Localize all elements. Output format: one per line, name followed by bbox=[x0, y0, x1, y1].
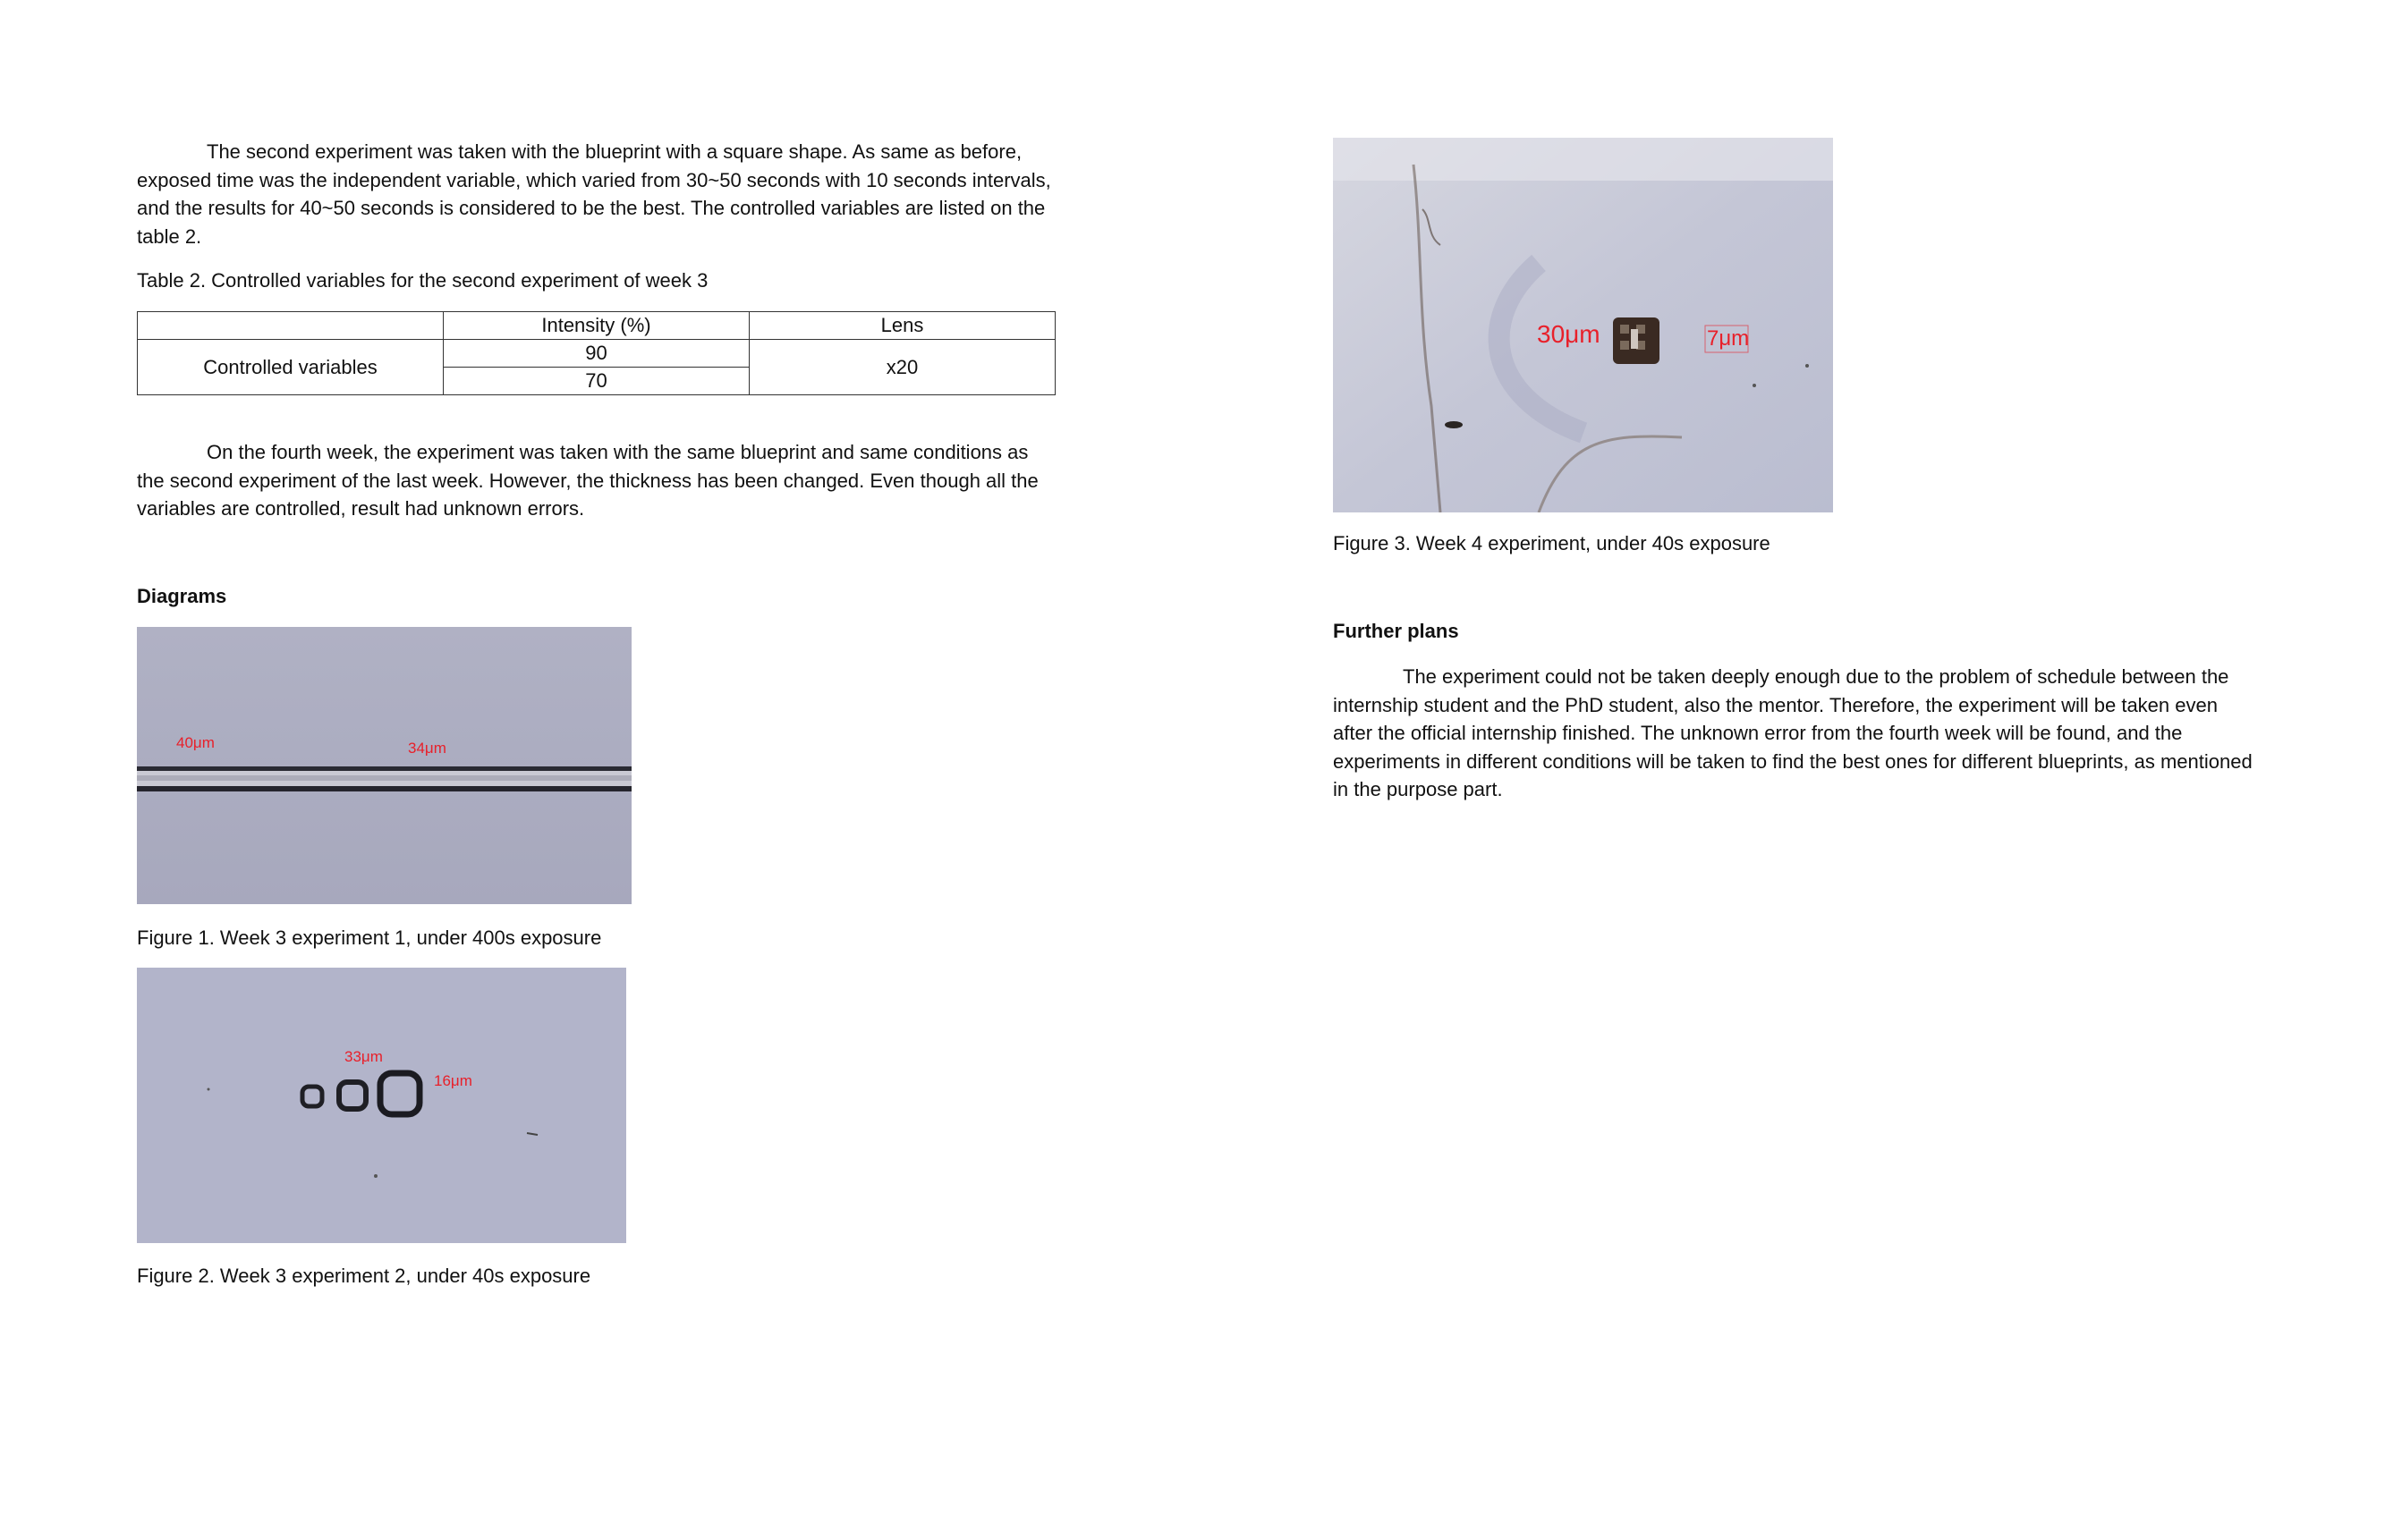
figure-3-label-size: 7μm bbox=[1707, 326, 1750, 351]
paragraph-fourth-week: On the fourth week, the experiment was taken with the same blueprint and same conditions as the second experiment of the last week. However, the thickness has been changed. Even though all the variables are controlled, result had unknown errors. bbox=[137, 441, 1039, 520]
figure-1-image bbox=[137, 627, 632, 904]
paragraph-further-plans: The experiment could not be taken deeply enough due to the problem of schedule between the internship student and the PhD student, also the mentor. Therefore, the experiment will be taken even after the official internship finished. The unknown error from the fourth week will be found, and the experiments in different conditions will be taken to find the best ones for different blueprints, as mentioned in the purpose part. bbox=[1333, 665, 2253, 800]
paragraph-second-experiment: The second experiment was taken with the blueprint with a square shape. As same as before, exposed time was the independent variable, which varied from 30~50 seconds with 10 seconds intervals, and the results for 40~50 seconds is considered to be the best. The controlled variables are listed on the table 2. bbox=[137, 140, 1051, 248]
table-header-blank bbox=[138, 312, 444, 340]
figure-3-caption: Figure 3. Week 4 experiment, under 40s exposure bbox=[1333, 532, 1770, 554]
figure-3-label-size: 30μm bbox=[1537, 320, 1600, 348]
left-page bbox=[0, 0, 1192, 1540]
table-lens-value: x20 bbox=[750, 340, 1056, 395]
figure-1-label-width: 40μm bbox=[176, 734, 215, 751]
figure-2-caption: Figure 2. Week 3 experiment 2, under 40s exposure bbox=[137, 1265, 591, 1287]
further-plans-heading: Further plans bbox=[1333, 620, 1459, 642]
figure-2-label-size: 16μm bbox=[434, 1072, 472, 1089]
figure-1-label-width: 34μm bbox=[408, 740, 446, 757]
table-row-label: Controlled variables bbox=[138, 340, 444, 395]
figure-2-image bbox=[137, 968, 626, 1243]
table-header-intensity: Intensity (%) bbox=[444, 312, 750, 340]
table-header-lens: Lens bbox=[750, 312, 1056, 340]
micrograph-squares bbox=[137, 968, 626, 1243]
table-intensity-value: 70 bbox=[444, 368, 750, 395]
table-intensity-value: 90 bbox=[444, 340, 750, 368]
figure-3-image bbox=[1333, 138, 1833, 512]
figure-2-label-size: 33μm bbox=[344, 1048, 383, 1065]
micrograph-line bbox=[137, 627, 632, 904]
table-caption: Table 2. Controlled variables for the second experiment of week 3 bbox=[137, 269, 709, 292]
diagrams-heading: Diagrams bbox=[137, 585, 227, 607]
controlled-variables-table bbox=[137, 311, 1056, 395]
right-page bbox=[1192, 0, 2385, 1540]
figure-1-caption: Figure 1. Week 3 experiment 1, under 400s exposure bbox=[137, 927, 602, 949]
